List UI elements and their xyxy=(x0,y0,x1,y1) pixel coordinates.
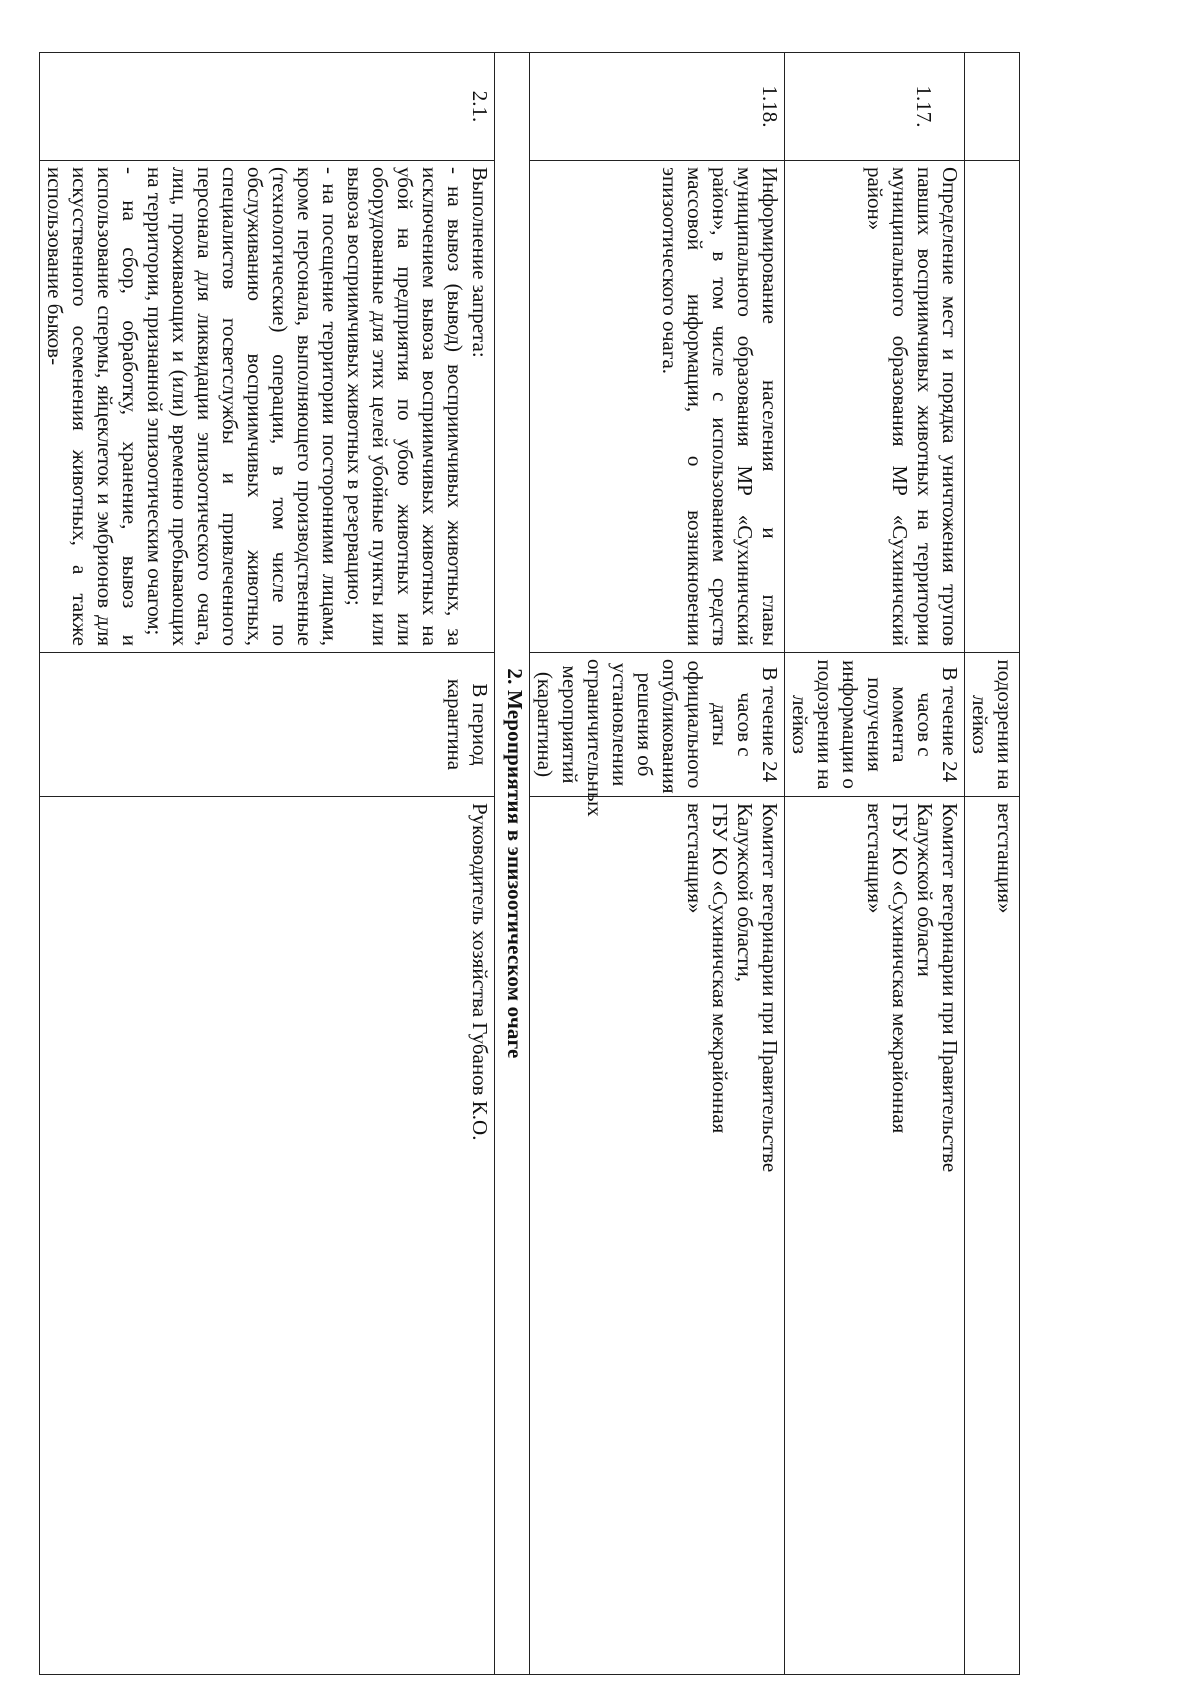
cell-responsible: ветстанция» xyxy=(965,797,1020,1675)
table-row xyxy=(530,53,785,1675)
cell-responsible: Комитет ветеринарии при Правительстве Калужской области, ГБУ КО «Сухиничская межрайонная ветстанция» xyxy=(530,797,785,1675)
cell-term: В течение 24 часов с даты официального опубликования решения об установлении ограничительных мероприятий (карантина) xyxy=(530,653,785,797)
cell-responsible: Руководитель хозяйства Губанов К.О. xyxy=(40,797,495,1675)
table-row xyxy=(40,53,495,1675)
cell-number xyxy=(965,53,1020,161)
measures-table xyxy=(39,52,1020,1675)
cell-term: В течение 24 часов с момента получения информации о подозрении на лейкоз xyxy=(785,653,965,797)
cell-description: Выполнение запрета: - на вывоз (вывод) восприимчивых животных, за исключением вывоза восприимчивых животных на убой на предприятия по убою животных или оборудованные для этих целей убойные пункты или вывоза восприимчивых животных в резервацию; - на посещение территории посторонними лицами, кроме персонала, выполняющего производственные (технологические) операции, в том числе по обслуживанию восприимчивых животных, специалистов госветслужбы и привлеченного персонала для ликвидации эпизоотического очага, лиц, проживающих и (или) временно пребывающих на территории, признанной эпизоотическим очагом; - на сбор, обработку, хранение, вывоз и использование спермы, яйцеклеток и эмбрионов для искусственного осеменения животных, а также использование быков- xyxy=(40,161,495,653)
cell-number: 1.18. xyxy=(530,53,785,161)
cell-description: Информирование населения и главы муниципального образования МР «Сухиничский район», в том числе с использованием средств массовой информации, о возникновении эпизоотического очага. xyxy=(530,161,785,653)
cell-description xyxy=(965,161,1020,653)
cell-responsible: Комитет ветеринарии при Правительстве Калужской области ГБУ КО «Сухиничская межрайонная ветстанция» xyxy=(785,797,965,1675)
section-title: 2. Мероприятия в эпизоотическом очаге xyxy=(495,53,530,1675)
cell-term: В период карантина xyxy=(40,653,495,797)
cell-description: Определение мест и порядка уничтожения трупов павших восприимчивых животных на территории муниципального образования МР «Сухиничский район» xyxy=(785,161,965,653)
document-page xyxy=(43,52,1020,1674)
cell-number: 1.17. xyxy=(785,53,965,161)
cell-term: подозрении на лейкоз xyxy=(965,653,1020,797)
section-header-row xyxy=(495,53,530,1675)
table-row xyxy=(785,53,965,1675)
cell-number: 2.1. xyxy=(40,53,495,161)
table-row xyxy=(965,53,1020,1675)
